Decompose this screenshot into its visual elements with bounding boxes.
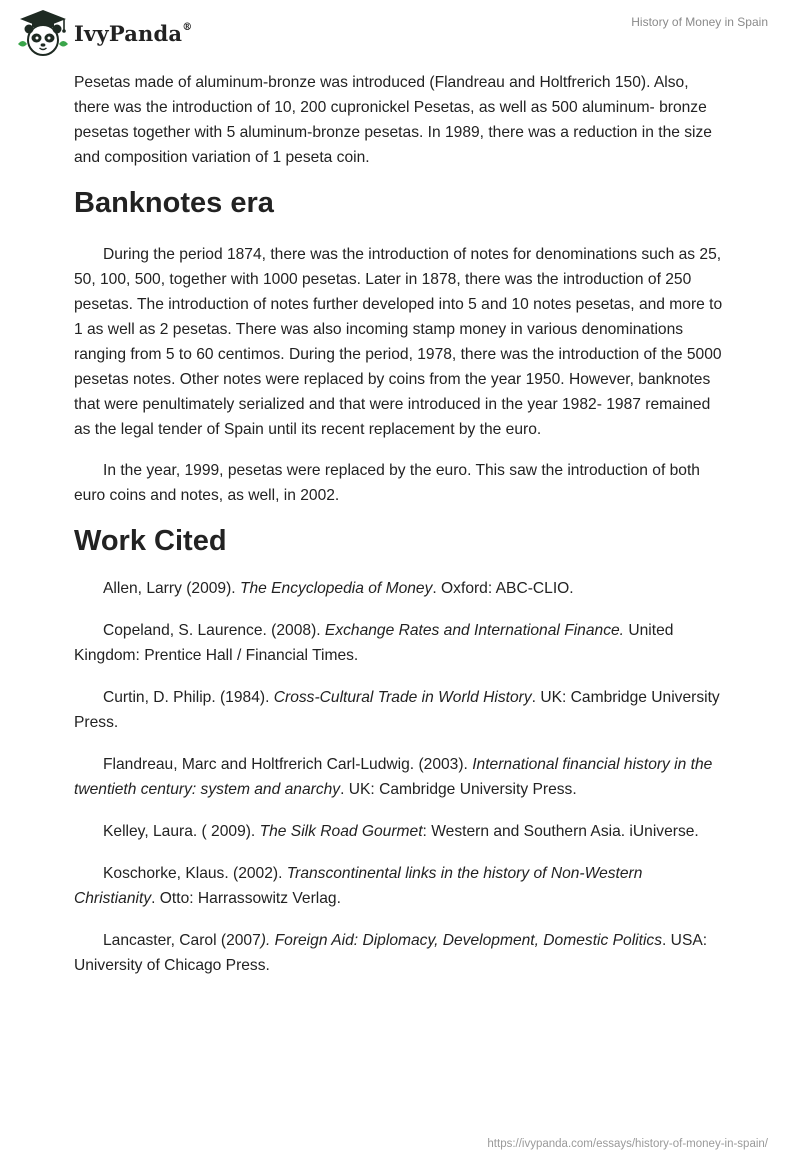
citation-title: Transcontinental links in the history of Non-Western Christianity: [74, 865, 643, 907]
citation-title: ). Foreign Aid: Diplomacy, Development, Domestic Politics: [260, 932, 663, 949]
citation-item: Koschorke, Klaus. (2002). Transcontinental links in the history of Non-Western Christianity. Otto: Harrassowitz Verlag.: [74, 865, 643, 907]
citation-item: Allen, Larry (2009). The Encyclopedia of Money. Oxford: ABC-CLIO.: [103, 580, 574, 597]
source-url-link[interactable]: https://ivypanda.com/essays/history-of-money-in-spain/: [487, 1138, 768, 1150]
banknotes-paragraph-1: During the period 1874, there was the introduction of notes for denominations such as 25, 50, 100, 500, together with 1000 pesetas. Later in 1878, there was the introduction of 250 pesetas. The introduction of notes further developed into 5 and 10 notes pesetas, and more to 1 as well as 2 pesetas. There was also incoming stamp money in various denominations ranging from 5 to 60 centimos. During the period, 1978, there was the introduction of the 5000 pesetas notes. Other notes were replaced by coins from the year 1950. However, banknotes that were penultimately serialized and that were introduced in the year 1982- 1987 remained as the legal tender of Spain until its recent replacement by the euro.: [74, 246, 723, 438]
brand-name: IvyPanda®: [74, 20, 193, 46]
citation-title: The Encyclopedia of Money: [239, 580, 433, 597]
panda-graduate-icon: [14, 8, 72, 58]
citation-title: International financial history in the twentieth century: system and anarchy: [74, 756, 713, 798]
document-title: History of Money in Spain: [631, 15, 768, 29]
citation-title: Exchange Rates and International Finance.: [324, 622, 624, 639]
citation-item: Curtin, D. Philip. (1984). Cross-Cultural Trade in World History. UK: Cambridge University Press.: [74, 689, 720, 731]
banknotes-paragraph-2: In the year, 1999, pesetas were replaced by the euro. This saw the introduction of both euro coins and notes, as well, in 2002.: [74, 462, 700, 504]
citation-item: Lancaster, Carol (2007). Foreign Aid: Diplomacy, Development, Domestic Politics. USA: University of Chicago Press.: [74, 932, 708, 974]
citation-item: Copeland, S. Laurence. (2008). Exchange Rates and International Finance. United Kingdom: Prentice Hall / Financial Times.: [74, 622, 674, 664]
citation-list: [74, 576, 724, 978]
essay-content: [74, 70, 724, 978]
citation-item: Flandreau, Marc and Holtfrerich Carl-Ludwig. (2003). International financial history in the twentieth century: system and anarchy. UK: Cambridge University Press.: [74, 756, 713, 798]
citation-title: The Silk Road Gourmet: [259, 823, 423, 840]
citation-title: Cross-Cultural Trade in World History: [273, 689, 532, 706]
page-header: [0, 0, 800, 60]
banknotes-heading: Banknotes era: [74, 187, 274, 219]
registered-mark: ®: [182, 21, 193, 33]
intro-paragraph: Pesetas made of aluminum-bronze was introduced (Flandreau and Holtfrerich 150). Also, there was the introduction of 10, 200 cupronickel Pesetas, as well as 500 aluminum- bronze pesetas together with 5 aluminum-bronze pesetas. In 1989, there was a reduction in the size and composition variation of 1 peseta coin.: [74, 74, 712, 166]
ivypanda-logo[interactable]: [14, 8, 192, 58]
citation-item: Kelley, Laura. ( 2009). The Silk Road Gourmet: Western and Southern Asia. iUniverse.: [103, 823, 699, 840]
work-cited-heading: Work Cited: [74, 525, 227, 557]
